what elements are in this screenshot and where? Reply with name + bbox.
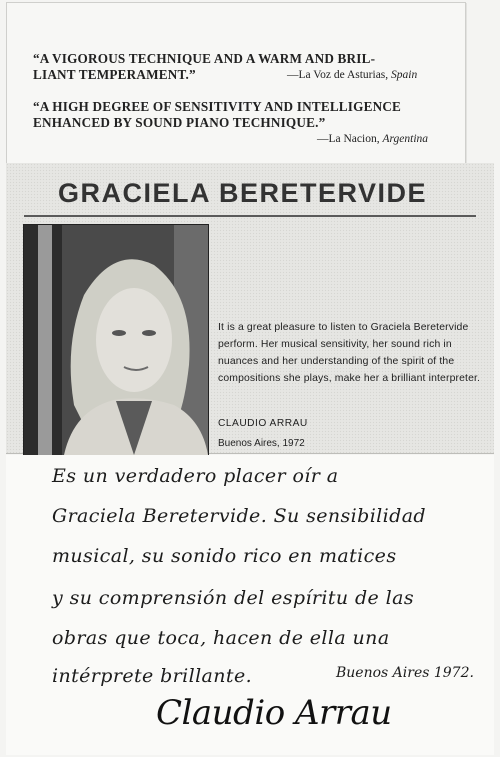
- printed-place-date: Buenos Aires, 1972: [218, 438, 305, 449]
- printed-signature: CLAUDIO ARRAU: [218, 418, 308, 429]
- quote-1-source: [287, 67, 417, 83]
- portrait-photo: [23, 224, 209, 456]
- press-quote-2: [33, 99, 443, 145]
- quote-2-source-place: Argentina: [382, 133, 429, 145]
- endorsement-text: It is a great pleasure to listen to Graciela Beretervide perform. Her musical sensitivity, her sound rich in nuances and her understanding of the spirit of the compositions she plays, make her a brilliant interpreter.: [218, 322, 481, 384]
- press-quotes-card: [6, 2, 466, 164]
- heading-divider: [24, 215, 476, 217]
- quote-1-source-name: —La Voz de Asturias,: [287, 69, 392, 81]
- quote-1-source-place: Spain: [391, 69, 418, 81]
- quote-2-line-2: ENHANCED BY SOUND PIANO TECHNIQUE.”: [33, 115, 326, 130]
- quote-2-source: [317, 131, 428, 147]
- handwritten-line: y su comprensión del espíritu de las: [52, 587, 414, 609]
- newspaper-clipping: [6, 163, 494, 454]
- quote-1-line-2: LIANT TEMPERAMENT.”: [33, 67, 196, 82]
- quote-2-line-1: “A HIGH DEGREE OF SENSITIVITY AND INTELLIGENCE: [33, 99, 402, 114]
- quote-1-line-1: “A VIGOROUS TECHNIQUE AND A WARM AND BRIL-: [33, 51, 376, 66]
- handwritten-line: Graciela Beretervide. Su sensibilidad: [52, 505, 426, 527]
- handwritten-place-date: Buenos Aires 1972.: [336, 665, 474, 681]
- handwritten-line: obras que toca, hacen de ella una: [52, 627, 390, 649]
- handwritten-signature: Claudio Arrau: [156, 693, 392, 733]
- handwritten-note: [6, 455, 494, 755]
- handwritten-line: musical, su sonido rico en matices: [52, 545, 397, 567]
- artist-name-heading: GRACIELA BERETERVIDE: [58, 178, 428, 208]
- handwritten-line: Es un verdadero placer oír a: [52, 465, 339, 487]
- quote-2-source-name: —La Nacion,: [317, 133, 383, 145]
- handwritten-line: intérprete brillante.: [52, 665, 253, 687]
- press-quote-1: [33, 51, 443, 83]
